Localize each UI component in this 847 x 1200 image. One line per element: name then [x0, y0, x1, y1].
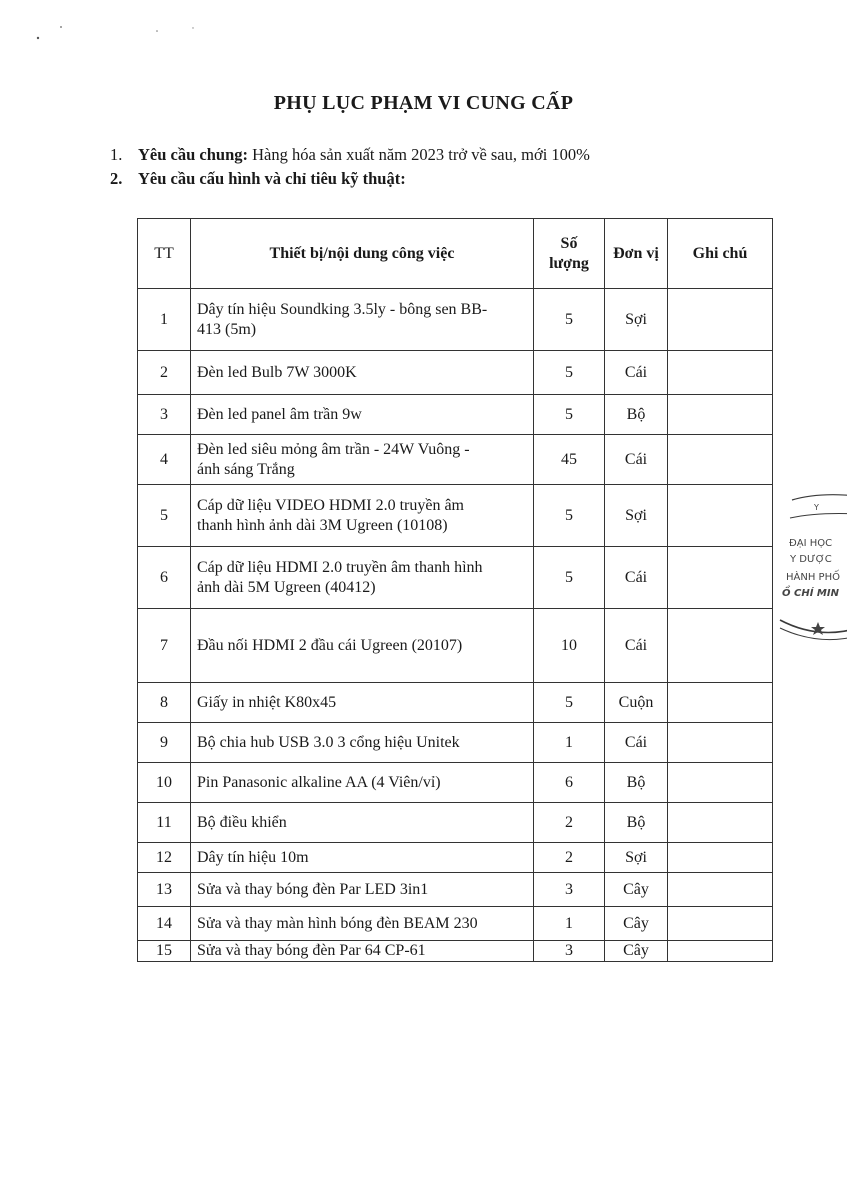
cell-item-line1: Sửa và thay màn hình bóng đèn BEAM 230 — [197, 914, 478, 932]
cell-note — [668, 351, 773, 395]
cell-tt: 2 — [138, 351, 191, 395]
stamp-text-2: ĐẠI HỌC — [789, 538, 833, 549]
table-row — [138, 723, 773, 763]
stamp-text-4: HÀNH PHỐ — [786, 572, 840, 583]
cell-tt: 14 — [138, 907, 191, 941]
stamp-text-5: Ồ CHÍ MIN — [782, 588, 839, 599]
cell-note — [668, 485, 773, 547]
table-header-row — [138, 219, 773, 289]
cell-note — [668, 803, 773, 843]
cell-note — [668, 763, 773, 803]
cell-unit: Cây — [605, 941, 668, 962]
cell-qty: 2 — [534, 843, 605, 873]
table-row — [138, 435, 773, 485]
cell-item-line2: thanh hình ảnh dài 3M Ugreen (10108) — [197, 516, 448, 534]
cell-item — [191, 941, 534, 962]
cell-tt: 10 — [138, 763, 191, 803]
header-tt: TT — [138, 219, 191, 289]
table-row — [138, 803, 773, 843]
cell-qty: 5 — [534, 289, 605, 351]
institution-stamp — [778, 488, 847, 648]
requirement-label: Yêu cầu chung: — [138, 145, 249, 164]
cell-item — [191, 547, 534, 609]
cell-unit: Bộ — [605, 763, 668, 803]
cell-note — [668, 435, 773, 485]
cell-qty: 5 — [534, 547, 605, 609]
cell-unit: Bộ — [605, 803, 668, 843]
cell-qty: 1 — [534, 907, 605, 941]
cell-item-line1: Pin Panasonic alkaline AA (4 Viên/vỉ) — [197, 773, 441, 791]
cell-item — [191, 723, 534, 763]
cell-item-line1: Dây tín hiệu 10m — [197, 848, 309, 866]
cell-note — [668, 395, 773, 435]
header-qty-line2: lượng — [549, 254, 589, 272]
requirement-technical — [110, 169, 406, 189]
cell-unit: Bộ — [605, 395, 668, 435]
cell-unit: Sợi — [605, 289, 668, 351]
cell-item-line1: Cáp dữ liệu HDMI 2.0 truyền âm thanh hình — [197, 558, 483, 576]
cell-item — [191, 843, 534, 873]
table-row — [138, 763, 773, 803]
cell-item-line1: Sửa và thay bóng đèn Par LED 3in1 — [197, 880, 429, 898]
cell-qty: 3 — [534, 873, 605, 907]
cell-tt: 8 — [138, 683, 191, 723]
cell-item-line1: Bộ điều khiển — [197, 813, 287, 831]
cell-tt: 13 — [138, 873, 191, 907]
cell-qty: 45 — [534, 435, 605, 485]
scope-table — [137, 218, 773, 962]
cell-item — [191, 803, 534, 843]
cell-tt: 7 — [138, 609, 191, 683]
cell-qty: 6 — [534, 763, 605, 803]
cell-tt: 9 — [138, 723, 191, 763]
cell-qty: 3 — [534, 941, 605, 962]
table-row — [138, 351, 773, 395]
cell-item-line2: 413 (5m) — [197, 320, 257, 338]
cell-tt: 15 — [138, 941, 191, 962]
cell-item-line1: Đèn led siêu mỏng âm trần - 24W Vuông - — [197, 440, 470, 458]
cell-item — [191, 609, 534, 683]
cell-tt: 11 — [138, 803, 191, 843]
cell-item-line1: Cáp dữ liệu VIDEO HDMI 2.0 truyền âm — [197, 496, 464, 514]
table-row — [138, 395, 773, 435]
table-row — [138, 907, 773, 941]
cell-item — [191, 395, 534, 435]
cell-unit: Cây — [605, 873, 668, 907]
cell-tt: 6 — [138, 547, 191, 609]
table-row — [138, 485, 773, 547]
cell-item — [191, 683, 534, 723]
cell-qty: 5 — [534, 485, 605, 547]
cell-note — [668, 873, 773, 907]
header-qty — [534, 219, 605, 289]
table-row — [138, 289, 773, 351]
table-row — [138, 683, 773, 723]
cell-item — [191, 435, 534, 485]
cell-unit: Sợi — [605, 843, 668, 873]
requirement-number: 1. — [110, 145, 123, 164]
stamp-text-1: Y — [814, 503, 819, 512]
cell-note — [668, 289, 773, 351]
cell-item-line1: Dây tín hiệu Soundking 3.5ly - bông sen BB- — [197, 300, 488, 318]
cell-qty: 1 — [534, 723, 605, 763]
page-title: PHỤ LỤC PHẠM VI CUNG CẤP — [273, 92, 574, 114]
cell-unit: Sợi — [605, 485, 668, 547]
header-qty-line1: Số — [560, 234, 578, 252]
table-row — [138, 843, 773, 873]
cell-note — [668, 941, 773, 962]
cell-item — [191, 873, 534, 907]
cell-note — [668, 723, 773, 763]
cell-item — [191, 289, 534, 351]
cell-item-line1: Giấy in nhiệt K80x45 — [197, 693, 337, 711]
cell-qty: 5 — [534, 683, 605, 723]
cell-qty: 5 — [534, 395, 605, 435]
requirement-label: Yêu cầu cấu hình và chỉ tiêu kỹ thuật: — [138, 169, 406, 188]
header-unit: Đơn vị — [605, 219, 668, 289]
table-row — [138, 609, 773, 683]
cell-note — [668, 843, 773, 873]
header-note: Ghi chú — [668, 219, 773, 289]
cell-unit: Cái — [605, 351, 668, 395]
cell-qty: 5 — [534, 351, 605, 395]
cell-item — [191, 907, 534, 941]
cell-note — [668, 547, 773, 609]
cell-item-line1: Đèn led panel âm trần 9w — [197, 405, 362, 423]
cell-tt: 1 — [138, 289, 191, 351]
table-row — [138, 547, 773, 609]
cell-item — [191, 485, 534, 547]
cell-note — [668, 907, 773, 941]
cell-qty: 10 — [534, 609, 605, 683]
cell-item-line1: Sửa và thay bóng đèn Par 64 CP-61 — [197, 942, 426, 959]
table-body — [138, 289, 773, 962]
cell-item-line1: Đầu nối HDMI 2 đầu cái Ugreen (20107) — [197, 636, 463, 654]
cell-item-line2: ánh sáng Trắng — [197, 460, 295, 478]
requirement-general — [110, 145, 590, 165]
cell-item-line1: Bộ chia hub USB 3.0 3 cổng hiệu Unitek — [197, 733, 460, 751]
cell-unit: Cái — [605, 547, 668, 609]
cell-item — [191, 351, 534, 395]
cell-tt: 5 — [138, 485, 191, 547]
scan-specks — [0, 0, 220, 60]
cell-item — [191, 763, 534, 803]
requirement-number: 2. — [110, 169, 123, 188]
table-row — [138, 873, 773, 907]
stamp-text-3: Y DƯỢC — [790, 554, 832, 565]
requirement-text: Hàng hóa sản xuất năm 2023 trở về sau, mới 100% — [252, 145, 590, 164]
cell-unit: Cái — [605, 609, 668, 683]
header-item: Thiết bị/nội dung công việc — [191, 219, 534, 289]
cell-unit: Cái — [605, 723, 668, 763]
cell-unit: Cái — [605, 435, 668, 485]
cell-item-line2: ảnh dài 5M Ugreen (40412) — [197, 578, 376, 596]
cell-qty: 2 — [534, 803, 605, 843]
cell-tt: 4 — [138, 435, 191, 485]
cell-tt: 3 — [138, 395, 191, 435]
cell-unit: Cuộn — [605, 683, 668, 723]
cell-note — [668, 683, 773, 723]
cell-item-line1: Đèn led Bulb 7W 3000K — [197, 363, 357, 381]
cell-unit: Cây — [605, 907, 668, 941]
table-row — [138, 941, 773, 962]
cell-note — [668, 609, 773, 683]
cell-tt: 12 — [138, 843, 191, 873]
